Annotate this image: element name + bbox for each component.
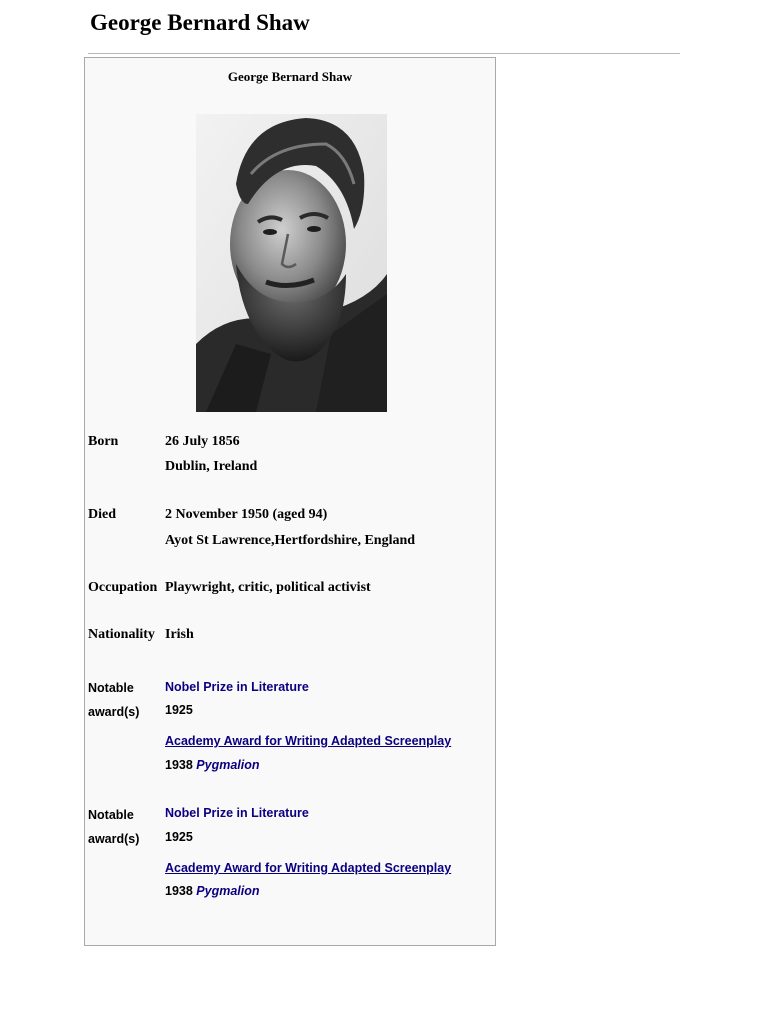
page-title: George Bernard Shaw <box>90 10 310 35</box>
occupation-label: Occupation <box>88 580 158 595</box>
work-link-pygmalion[interactable]: Pygmalion <box>196 884 260 898</box>
portrait-photo <box>196 114 387 412</box>
award-link-academy[interactable]: Academy Award for Writing Adapted Screenplay <box>165 861 452 875</box>
died-label: Died <box>88 507 116 522</box>
work-link-pygmalion[interactable]: Pygmalion <box>196 758 260 772</box>
award-link-nobel[interactable]: Nobel Prize in Literature <box>165 806 309 820</box>
award-link-academy[interactable]: Academy Award for Writing Adapted Screenplay <box>165 734 452 748</box>
award-year-academy <box>165 880 260 903</box>
award-year-nobel: 1925 <box>165 830 193 844</box>
occupation-value: Playwright, critic, political activist <box>165 580 371 595</box>
awards-label-line1: Notable <box>88 681 134 695</box>
born-place: Dublin, Ireland <box>165 459 258 474</box>
infobox <box>84 57 496 946</box>
award-year: 1938 <box>165 758 193 772</box>
awards-label-line2: award(s) <box>88 705 140 719</box>
born-label: Born <box>88 434 119 449</box>
award-year-academy <box>165 754 260 777</box>
title-divider <box>88 53 680 54</box>
died-place: Ayot St Lawrence,Hertfordshire, England <box>165 533 416 548</box>
died-date: 2 November 1950 (aged 94) <box>165 507 328 522</box>
awards-label-line2: award(s) <box>88 832 140 846</box>
born-date: 26 July 1856 <box>165 434 240 449</box>
awards-label-line1: Notable <box>88 808 134 822</box>
nationality-label: Nationality <box>88 627 155 642</box>
award-year-nobel: 1925 <box>165 703 193 717</box>
infobox-caption: George Bernard Shaw <box>227 69 353 84</box>
award-link-nobel[interactable]: Nobel Prize in Literature <box>165 680 309 694</box>
nationality-value: Irish <box>165 627 194 642</box>
award-year: 1938 <box>165 884 193 898</box>
